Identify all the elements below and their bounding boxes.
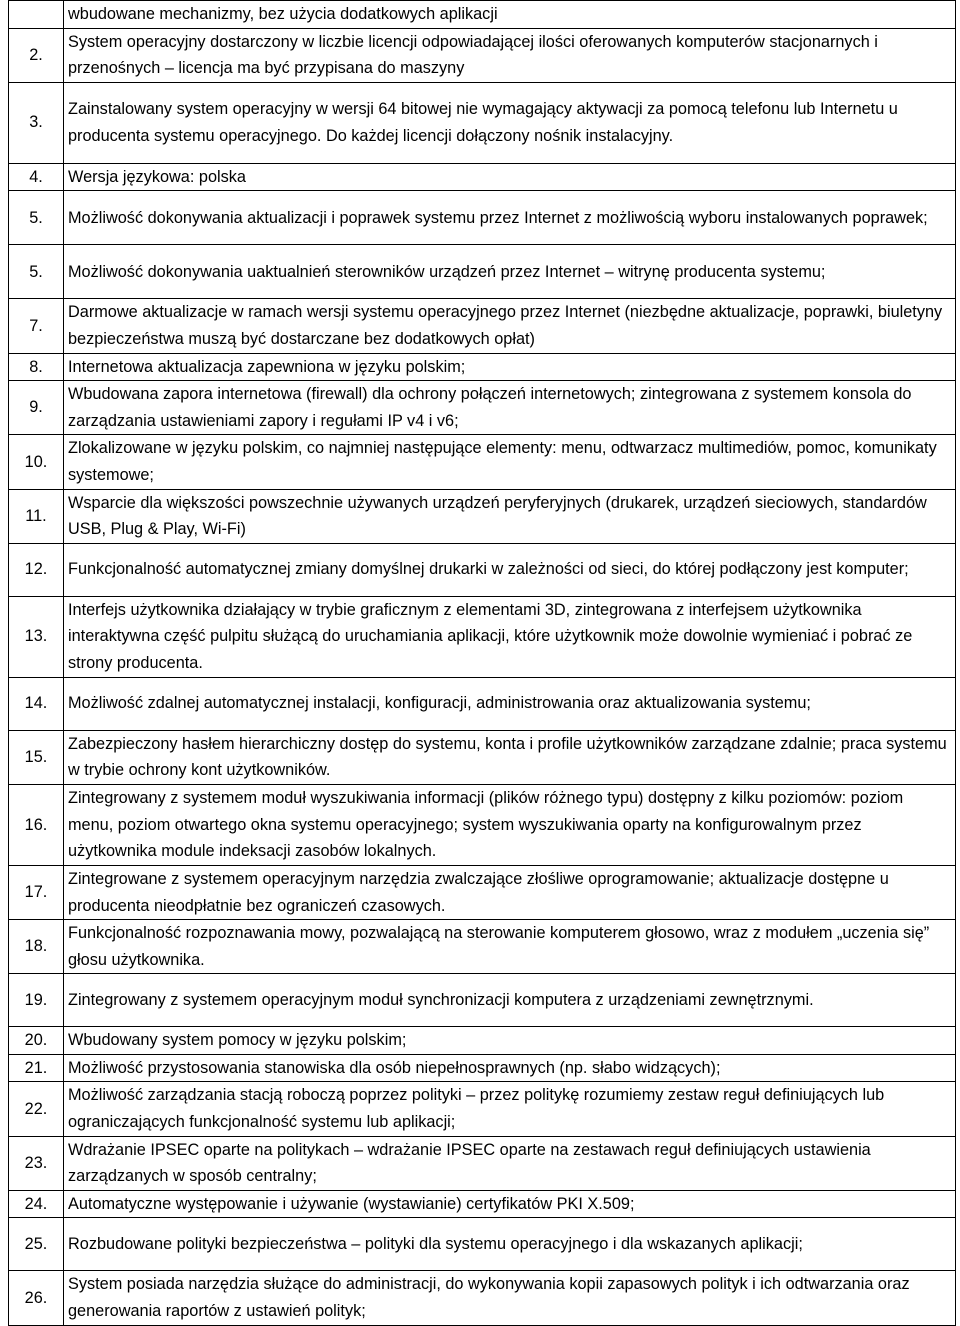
table-row xyxy=(9,1082,956,1136)
row-requirement-text: Możliwość dokonywania uaktualnień sterowników urządzeń przez Internet – witrynę producenta systemu; xyxy=(64,245,956,299)
row-number: 8. xyxy=(9,353,64,381)
row-number: 12. xyxy=(9,543,64,596)
table-row xyxy=(9,1,956,29)
row-requirement-text: Interfejs użytkownika działający w trybie graficznym z elementami 3D, zintegrowana z interfejsem użytkownika interaktywna część pulpitu służącą do uruchamiania aplikacji, które użytkownik może dowolnie wymieniać i pobrać ze strony producenta. xyxy=(64,596,956,677)
row-requirement-text: Zabezpieczony hasłem hierarchiczny dostęp do systemu, konta i profile użytkowników zarządzane zdalnie; praca systemu w trybie ochrony kont użytkowników. xyxy=(64,730,956,784)
table-row xyxy=(9,191,956,245)
row-requirement-text: Możliwość przystosowania stanowiska dla osób niepełnosprawnych (np. słabo widzących); xyxy=(64,1054,956,1082)
requirements-table xyxy=(8,0,956,1326)
table-row xyxy=(9,245,956,299)
row-requirement-text: Wdrażanie IPSEC oparte na politykach – wdrażanie IPSEC oparte na zestawach reguł definiujących ustawienia zarządzanych w sposób centralny; xyxy=(64,1136,956,1190)
row-requirement-text: Możliwość dokonywania aktualizacji i poprawek systemu przez Internet z możliwością wyboru instalowanych poprawek; xyxy=(64,191,956,245)
row-number xyxy=(9,1,64,29)
table-row xyxy=(9,1218,956,1271)
row-number: 7. xyxy=(9,299,64,353)
table-row xyxy=(9,1027,956,1055)
row-number: 5. xyxy=(9,245,64,299)
table-row xyxy=(9,865,956,919)
row-number: 25. xyxy=(9,1218,64,1271)
row-requirement-text: Wersja językowa: polska xyxy=(64,163,956,191)
table-row xyxy=(9,596,956,677)
row-number: 5. xyxy=(9,191,64,245)
row-number: 19. xyxy=(9,974,64,1027)
row-number: 9. xyxy=(9,381,64,435)
table-row xyxy=(9,1136,956,1190)
table-row xyxy=(9,543,956,596)
row-requirement-text: wbudowane mechanizmy, bez użycia dodatkowych aplikacji xyxy=(64,1,956,29)
table-row xyxy=(9,489,956,543)
table-row xyxy=(9,974,956,1027)
table-row xyxy=(9,920,956,974)
row-number: 16. xyxy=(9,784,64,865)
table-row xyxy=(9,784,956,865)
table-row xyxy=(9,82,956,163)
row-number: 22. xyxy=(9,1082,64,1136)
table-row xyxy=(9,1190,956,1218)
table-row xyxy=(9,1054,956,1082)
row-requirement-text: Rozbudowane polityki bezpieczeństwa – polityki dla systemu operacyjnego i dla wskazanych aplikacji; xyxy=(64,1218,956,1271)
table-row xyxy=(9,1271,956,1325)
requirements-table-body xyxy=(9,1,956,1326)
row-requirement-text: Zainstalowany system operacyjny w wersji 64 bitowej nie wymagający aktywacji za pomocą telefonu lub Internetu u producenta systemu operacyjnego. Do każdej licencji dołączony nośnik instalacyjny. xyxy=(64,82,956,163)
row-requirement-text: Funkcjonalność automatycznej zmiany domyślnej drukarki w zależności od sieci, do której podłączony jest komputer; xyxy=(64,543,956,596)
row-number: 13. xyxy=(9,596,64,677)
table-row xyxy=(9,381,956,435)
row-requirement-text: Automatyczne występowanie i używanie (wystawianie) certyfikatów PKI X.509; xyxy=(64,1190,956,1218)
row-requirement-text: Zlokalizowane w języku polskim, co najmniej następujące elementy: menu, odtwarzacz multimediów, pomoc, komunikaty systemowe; xyxy=(64,435,956,489)
row-number: 2. xyxy=(9,28,64,82)
row-number: 3. xyxy=(9,82,64,163)
row-number: 24. xyxy=(9,1190,64,1218)
row-requirement-text: Wsparcie dla większości powszechnie używanych urządzeń peryferyjnych (drukarek, urządzeń sieciowych, standardów USB, Plug & Play, Wi-Fi) xyxy=(64,489,956,543)
row-number: 18. xyxy=(9,920,64,974)
row-number: 11. xyxy=(9,489,64,543)
row-requirement-text: Funkcjonalność rozpoznawania mowy, pozwalającą na sterowanie komputerem głosowo, wraz z modułem „uczenia się” głosu użytkownika. xyxy=(64,920,956,974)
row-requirement-text: Zintegrowane z systemem operacyjnym narzędzia zwalczające złośliwe oprogramowanie; aktualizacje dostępne u producenta nieodpłatnie bez ograniczeń czasowych. xyxy=(64,865,956,919)
table-row xyxy=(9,299,956,353)
table-row xyxy=(9,435,956,489)
row-number: 21. xyxy=(9,1054,64,1082)
table-row xyxy=(9,163,956,191)
table-row xyxy=(9,353,956,381)
row-number: 10. xyxy=(9,435,64,489)
row-requirement-text: Wbudowany system pomocy w języku polskim; xyxy=(64,1027,956,1055)
table-row xyxy=(9,28,956,82)
table-row xyxy=(9,677,956,730)
row-requirement-text: Możliwość zarządzania stacją roboczą poprzez polityki – przez politykę rozumiemy zestaw reguł definiujących lub ograniczających funkcjonalność systemu lub aplikacji; xyxy=(64,1082,956,1136)
row-number: 23. xyxy=(9,1136,64,1190)
row-requirement-text: Internetowa aktualizacja zapewniona w języku polskim; xyxy=(64,353,956,381)
row-requirement-text: Darmowe aktualizacje w ramach wersji systemu operacyjnego przez Internet (niezbędne aktualizacje, poprawki, biuletyny bezpieczeństwa muszą być dostarczane bez dodatkowych opłat) xyxy=(64,299,956,353)
row-requirement-text: System posiada narzędzia służące do administracji, do wykonywania kopii zapasowych polityk i ich odtwarzania oraz generowania raportów z ustawień polityk; xyxy=(64,1271,956,1325)
row-number: 4. xyxy=(9,163,64,191)
row-requirement-text: Możliwość zdalnej automatycznej instalacji, konfiguracji, administrowania oraz aktualizowania systemu; xyxy=(64,677,956,730)
row-number: 17. xyxy=(9,865,64,919)
row-number: 26. xyxy=(9,1271,64,1325)
table-row xyxy=(9,730,956,784)
row-number: 15. xyxy=(9,730,64,784)
row-requirement-text: System operacyjny dostarczony w liczbie licencji odpowiadającej ilości oferowanych komputerów stacjonarnych i przenośnych – licencja ma być przypisana do maszyny xyxy=(64,28,956,82)
row-requirement-text: Zintegrowany z systemem moduł wyszukiwania informacji (plików różnego typu) dostępny z kilku poziomów: poziom menu, poziom otwartego okna systemu operacyjnego; system wyszukiwania oparty na konfigurowalnym przez użytkownika module indeksacji zasobów lokalnych. xyxy=(64,784,956,865)
row-requirement-text: Wbudowana zapora internetowa (firewall) dla ochrony połączeń internetowych; zintegrowana z systemem konsola do zarządzania ustawieniami zapory i regułami IP v4 i v6; xyxy=(64,381,956,435)
row-number: 20. xyxy=(9,1027,64,1055)
row-requirement-text: Zintegrowany z systemem operacyjnym moduł synchronizacji komputera z urządzeniami zewnętrznymi. xyxy=(64,974,956,1027)
row-number: 14. xyxy=(9,677,64,730)
